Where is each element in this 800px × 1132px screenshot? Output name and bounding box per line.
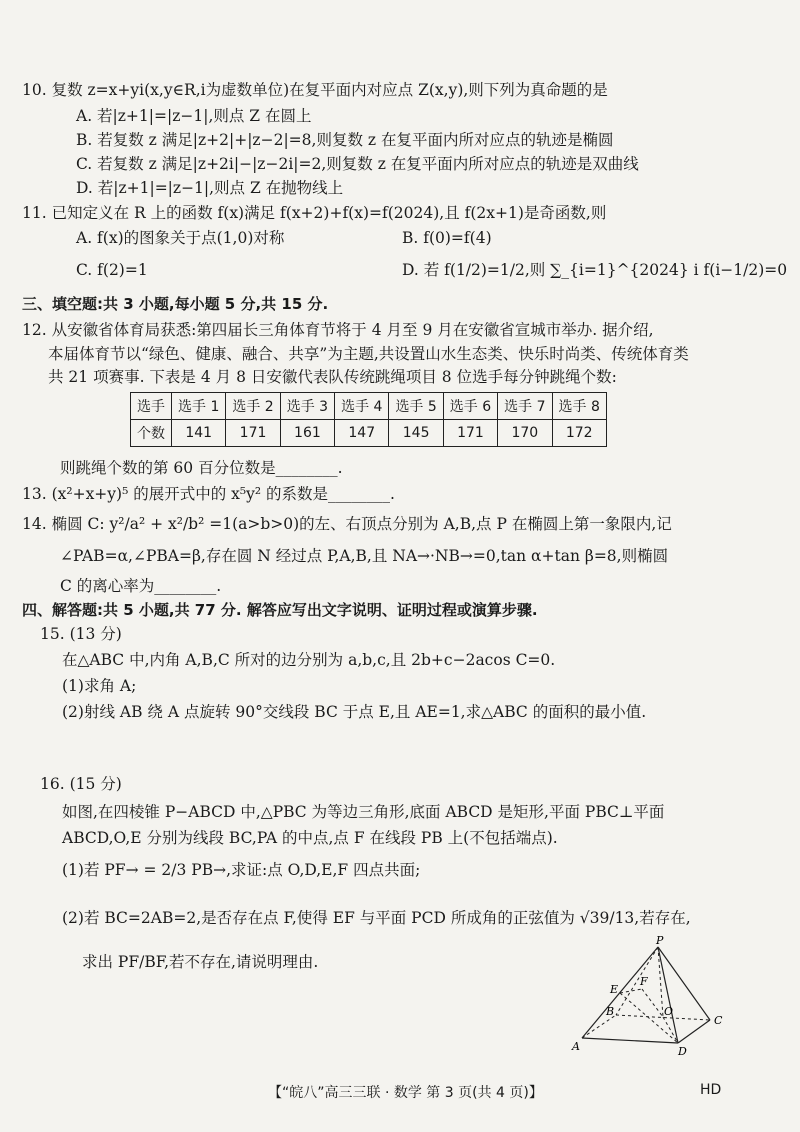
section-4-heading: 四、解答题:共 5 小题,共 77 分. 解答应写出文字说明、证明过程或演算步骤. [22,601,538,619]
q10-option-d: D. 若|z+1|=|z−1|,则点 Z 在抛物线上 [76,179,344,197]
q11-option-c: C. f(2)=1 [76,261,148,279]
q11-option-a: A. f(x)的图象关于点(1,0)对称 [76,229,285,247]
table-cell: 161 [280,420,334,447]
label-d: D [678,1045,687,1058]
table-cell: 172 [552,420,606,447]
label-b: B [606,1005,615,1018]
pyramid-figure [570,935,740,1060]
table-cell: 选手 3 [280,393,334,420]
table-cell: 171 [443,420,497,447]
question-10-stem: 10. 复数 z=x+yi(x,y∈R,i为虚数单位)在复平面内对应点 Z(x,y),则下列为真命题的是 [22,81,608,99]
table-cell: 141 [172,420,226,447]
label-o: O [664,1005,674,1018]
question-14-line-1: 14. 椭圆 C: y²/a² + x²/b² =1(a>b>0)的左、右顶点分别为 A,B,点 P 在椭圆上第一象限内,记 [22,515,672,533]
question-16-part-2-cont: 求出 PF/BF,若不存在,请说明理由. [82,953,319,971]
edge-ad [582,1038,678,1043]
question-15-stem: 在△ABC 中,内角 A,B,C 所对的边分别为 a,b,c,且 2b+c−2acos C=0. [62,651,556,669]
question-15-part-2: (2)射线 AB 绕 A 点旋转 90°交线段 BC 于点 E,且 AE=1,求△ABC 的面积的最小值. [62,703,647,721]
q11-option-b: B. f(0)=f(4) [402,229,492,247]
table-cell: 选手 [131,393,172,420]
table-cell: 170 [498,420,552,447]
label-c: C [714,1014,723,1027]
footer-code: HD [700,1082,722,1098]
page-footer: 【“皖八”高三三联 · 数学 第 3 页(共 4 页)】 [268,1085,543,1101]
edge-dc [678,1020,710,1043]
label-e: E [610,983,619,996]
table-cell: 选手 5 [389,393,443,420]
question-11-stem: 11. 已知定义在 R 上的函数 f(x)满足 f(x+2)+f(x)=f(2024),且 f(2x+1)是奇函数,则 [22,204,607,222]
table-cell: 147 [335,420,389,447]
table-cell: 个数 [131,420,172,447]
label-a: A [572,1040,580,1053]
table-cell: 选手 8 [552,393,606,420]
table-cell: 145 [389,420,443,447]
question-15-part-1: (1)求角 A; [62,677,137,695]
table-cell: 选手 6 [443,393,497,420]
table-cell: 选手 4 [335,393,389,420]
q10-option-a: A. 若|z+1|=|z−1|,则点 Z 在圆上 [76,107,312,125]
q11-option-d: D. 若 f(1/2)=1/2,则 ∑_{i=1}^{2024} i f(i−1/2)=0 [402,261,788,279]
question-15-heading: 15. (13 分) [40,625,122,643]
question-16-line-1: 如图,在四棱锥 P−ABCD 中,△PBC 为等边三角形,底面 ABCD 是矩形,平面 PBC⊥平面 [62,803,665,821]
question-12-blank: 则跳绳个数的第 60 百分位数是________. [60,459,343,477]
question-16-part-2: (2)若 BC=2AB=2,是否存在点 F,使得 EF 与平面 PCD 所成角的正弦值为 √39/13,若存在, [62,909,691,927]
section-3-heading: 三、填空题:共 3 小题,每小题 5 分,共 15 分. [22,295,329,313]
question-12-line-2: 本届体育节以“绿色、健康、融合、共享”为主题,共设置山水生态类、快乐时尚类、传统体育类 [48,345,689,363]
label-f: F [640,975,648,988]
q10-option-c: C. 若复数 z 满足|z+2i|−|z−2i|=2,则复数 z 在复平面内所对应点的轨迹是双曲线 [76,155,639,173]
question-16-line-2: ABCD,O,E 分别为线段 BC,PA 的中点,点 F 在线段 PB 上(不包括端点). [62,829,558,847]
q10-option-b: B. 若复数 z 满足|z+2|+|z−2|=8,则复数 z 在复平面内所对应点的轨迹是椭圆 [76,131,614,149]
edge-pb [616,947,658,1015]
question-16-heading: 16. (15 分) [40,775,122,793]
question-12-line-3: 共 21 项赛事. 下表是 4 月 8 日安徽代表队传统跳绳项目 8 位选手每分钟跳绳个数: [48,368,617,386]
question-14-line-3: C 的离心率为________. [60,577,222,595]
jump-rope-table [130,392,607,447]
question-14-line-2: ∠PAB=α,∠PBA=β,存在圆 N 经过点 P,A,B,且 NA→·NB→=0,tan α+tan β=8,则椭圆 [60,547,669,565]
table-row [131,420,607,447]
label-p: P [656,935,664,947]
table-header-row [131,393,607,420]
table-cell: 171 [226,420,280,447]
segment-fo [642,989,663,1017]
question-13: 13. (x²+x+y)⁵ 的展开式中的 x⁵y² 的系数是________. [22,485,395,503]
table-cell: 选手 1 [172,393,226,420]
segment-ef [620,989,642,993]
question-12-line-1: 12. 从安徽省体育局获悉:第四届长三角体育节将于 4 月至 9 月在安徽省宣城市举办. 据介绍, [22,321,654,339]
question-16-part-1: (1)若 PF→ = 2/3 PB→,求证:点 O,D,E,F 四点共面; [62,861,421,879]
table-cell: 选手 7 [498,393,552,420]
table-cell: 选手 2 [226,393,280,420]
